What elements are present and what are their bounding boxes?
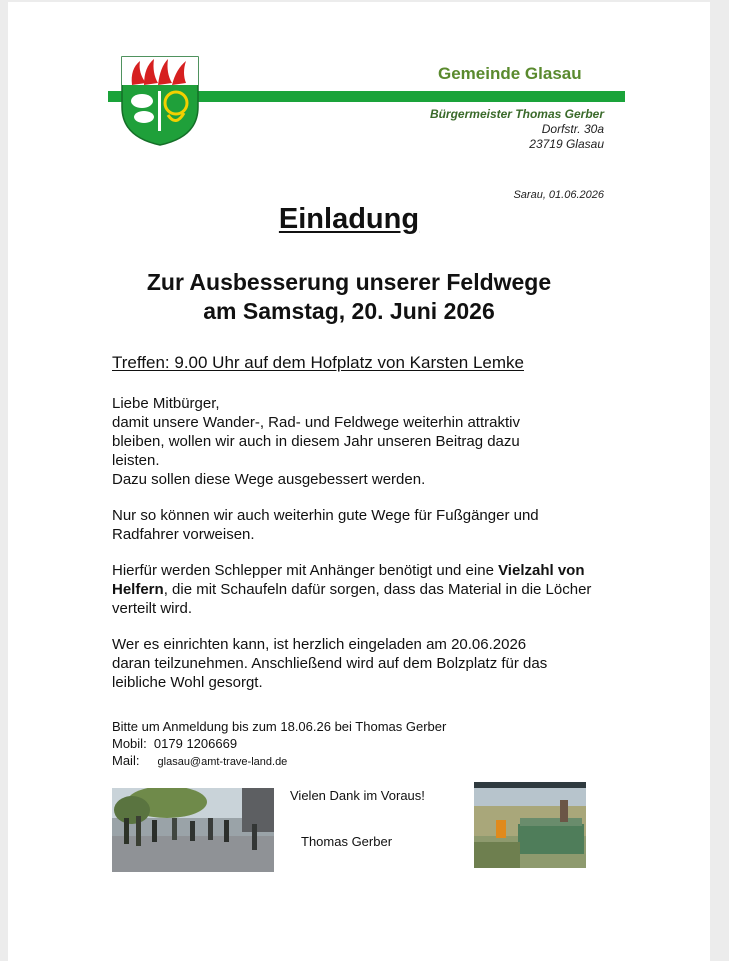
mayor-name: Bürgermeister Thomas Gerber — [429, 107, 604, 121]
organization-name: Gemeinde Glasau — [438, 64, 582, 83]
address-city: 23719 Glasau — [529, 137, 604, 151]
sender-address — [430, 107, 604, 152]
registration-note: Bitte um Anmeldung bis zum 18.06.26 bei Thomas Gerber — [112, 719, 447, 734]
body-line: Nur so können wir auch weiterhin gute Wege für Fußgänger und — [112, 507, 539, 524]
paragraph-helpers — [112, 561, 612, 618]
thanks-note: Vielen Dank im Voraus! — [290, 788, 425, 803]
body-line: Liebe Mitbürger, — [112, 395, 220, 412]
coat-of-arms-icon — [120, 55, 200, 147]
phone-label: Mobil: — [112, 736, 147, 751]
document-page — [8, 2, 710, 961]
body-text-segment: , die mit Schaufeln dafür sorgen, dass das Material in die Löcher verteilt wird. — [112, 581, 592, 617]
document-title: Einladung — [278, 203, 420, 235]
body-line: damit unsere Wander-, Rad- und Feldwege weiterhin attraktiv — [112, 414, 520, 431]
body-line: daran teilzunehmen. Anschließend wird auf dem Bolzplatz für das — [112, 655, 548, 672]
paragraph-roads — [112, 506, 612, 544]
body-line: Wer es einrichten kann, ist herzlich eingeladen am 20.06.2026 — [112, 636, 527, 653]
mail-label: Mail: — [112, 753, 140, 768]
subtitle-line-1: Zur Ausbesserung unserer Feldwege — [146, 269, 552, 295]
body-line: Radfahrer vorweisen. — [112, 526, 255, 543]
volunteers-photo — [112, 788, 274, 872]
tractor-trailer-photo — [474, 782, 586, 868]
phone-line — [112, 735, 446, 752]
paragraph-invitation — [112, 635, 612, 692]
meeting-info: Treffen: 9.00 Uhr auf dem Hofplatz von Karsten Lemke — [112, 353, 524, 372]
mail-address: glasau@amt-trave-land.de — [157, 756, 288, 768]
subtitle — [8, 268, 690, 326]
body-text-bold: Vielzahl von Helfern — [112, 562, 585, 598]
paragraph-greeting — [112, 394, 612, 489]
body-line: leisten. — [112, 452, 160, 469]
body-line: bleiben, wollen wir auch in diesem Jahr unseren Beitrag dazu — [112, 433, 520, 450]
body-line: leibliche Wohl gesorgt. — [112, 674, 263, 691]
body-line: Dazu sollen diese Wege ausgebessert werden. — [112, 471, 426, 488]
phone-number: 0179 1206669 — [153, 736, 238, 751]
address-street: Dorfstr. 30a — [541, 122, 604, 136]
letter-body — [112, 394, 612, 709]
signature-name: Thomas Gerber — [301, 834, 393, 849]
subtitle-line-2: am Samstag, 20. Juni 2026 — [203, 298, 495, 324]
mail-line — [112, 752, 446, 771]
contact-block — [112, 718, 446, 771]
body-text-segment: Hierfür werden Schlepper mit Anhänger benötigt und eine — [112, 562, 499, 579]
date-line: Sarau, 01.06.2026 — [513, 189, 604, 201]
